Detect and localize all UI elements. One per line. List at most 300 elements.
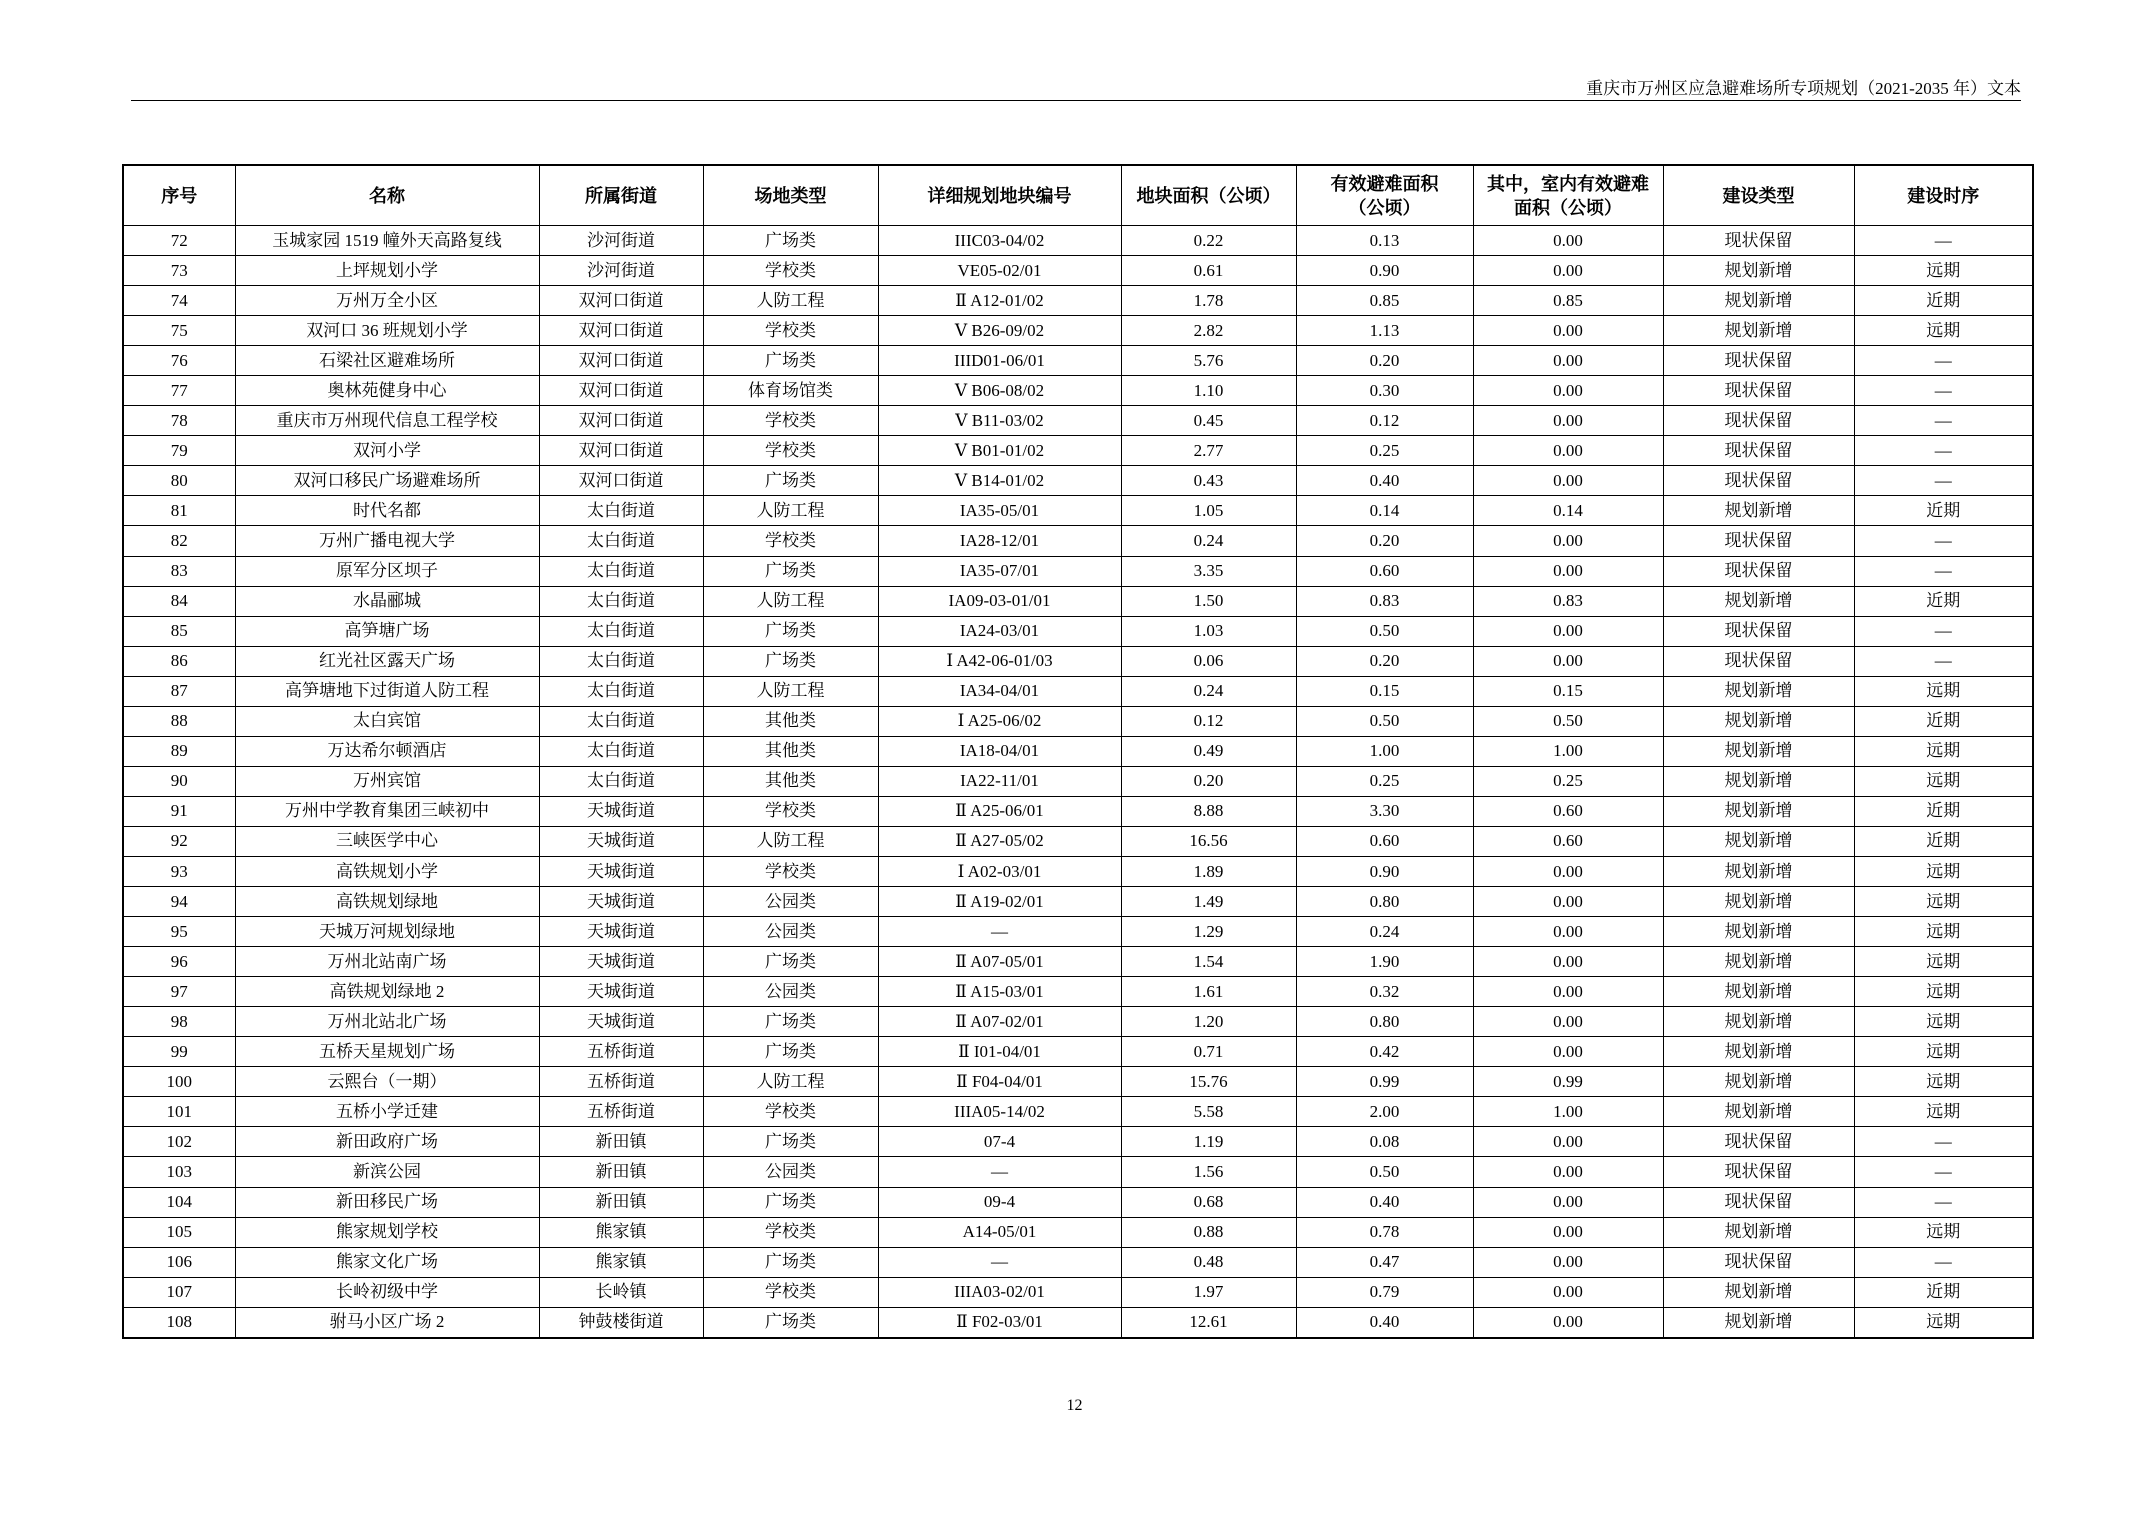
- cell-plot-code: IIIA05-14/02: [878, 1097, 1121, 1127]
- cell-name: 上坪规划小学: [235, 256, 539, 286]
- cell-construction-type: 现状保留: [1663, 616, 1854, 646]
- cell-effective-area: 1.13: [1296, 316, 1473, 346]
- cell-site-type: 学校类: [703, 436, 878, 466]
- cell-index: 76: [123, 346, 235, 376]
- cell-plot-area: 16.56: [1121, 826, 1296, 856]
- cell-site-type: 公园类: [703, 917, 878, 947]
- cell-name: 重庆市万州现代信息工程学校: [235, 406, 539, 436]
- cell-index: 88: [123, 706, 235, 736]
- table-row: [123, 796, 2033, 826]
- cell-indoor-area: 0.00: [1473, 1187, 1663, 1217]
- table-row: [123, 826, 2033, 856]
- cell-indoor-area: 0.00: [1473, 1307, 1663, 1338]
- cell-index: 103: [123, 1157, 235, 1187]
- cell-name: 奥林苑健身中心: [235, 376, 539, 406]
- cell-construction-phase: 远期: [1854, 736, 2033, 766]
- cell-plot-code: Ⅱ A15-03/01: [878, 977, 1121, 1007]
- cell-indoor-area: 0.85: [1473, 286, 1663, 316]
- table-row: [123, 436, 2033, 466]
- cell-indoor-area: 0.00: [1473, 1127, 1663, 1157]
- cell-name: 熊家规划学校: [235, 1217, 539, 1247]
- cell-plot-area: 1.49: [1121, 887, 1296, 917]
- page-header-title: 重庆市万州区应急避难场所专项规划（2021-2035 年）文本: [1586, 79, 2021, 98]
- cell-name: 万州中学教育集团三峡初中: [235, 796, 539, 826]
- cell-effective-area: 0.25: [1296, 436, 1473, 466]
- cell-index: 83: [123, 556, 235, 586]
- cell-plot-area: 1.54: [1121, 947, 1296, 977]
- cell-name: 万达希尔顿酒店: [235, 736, 539, 766]
- cell-effective-area: 0.30: [1296, 376, 1473, 406]
- cell-street: 五桥街道: [539, 1067, 703, 1097]
- cell-indoor-area: 0.00: [1473, 316, 1663, 346]
- cell-construction-type: 现状保留: [1663, 436, 1854, 466]
- cell-name: 新田移民广场: [235, 1187, 539, 1217]
- cell-plot-area: 0.22: [1121, 226, 1296, 256]
- cell-plot-code: —: [878, 917, 1121, 947]
- cell-site-type: 广场类: [703, 1187, 878, 1217]
- cell-indoor-area: 0.00: [1473, 436, 1663, 466]
- cell-site-type: 人防工程: [703, 496, 878, 526]
- cell-construction-type: 规划新增: [1663, 1217, 1854, 1247]
- cell-construction-type: 规划新增: [1663, 1007, 1854, 1037]
- table-row: [123, 256, 2033, 286]
- cell-name: 万州北站南广场: [235, 947, 539, 977]
- cell-street: 太白街道: [539, 706, 703, 736]
- cell-construction-type: 规划新增: [1663, 736, 1854, 766]
- table-row: [123, 1037, 2033, 1067]
- cell-plot-code: IA28-12/01: [878, 526, 1121, 556]
- col-header-indoor-area: 其中，室内有效避难面积（公顷）: [1473, 165, 1663, 226]
- cell-plot-area: 0.24: [1121, 676, 1296, 706]
- cell-street: 太白街道: [539, 496, 703, 526]
- cell-plot-code: Ⅱ A19-02/01: [878, 887, 1121, 917]
- table-row: [123, 676, 2033, 706]
- cell-plot-area: 0.68: [1121, 1187, 1296, 1217]
- cell-construction-phase: —: [1854, 346, 2033, 376]
- cell-construction-type: 规划新增: [1663, 1037, 1854, 1067]
- cell-effective-area: 0.40: [1296, 466, 1473, 496]
- cell-effective-area: 0.20: [1296, 646, 1473, 676]
- cell-index: 79: [123, 436, 235, 466]
- table-header-row: [123, 165, 2033, 226]
- cell-name: 高铁规划绿地: [235, 887, 539, 917]
- cell-plot-area: 1.20: [1121, 1007, 1296, 1037]
- cell-street: 太白街道: [539, 766, 703, 796]
- cell-plot-area: 0.24: [1121, 526, 1296, 556]
- cell-indoor-area: 0.83: [1473, 586, 1663, 616]
- cell-index: 95: [123, 917, 235, 947]
- cell-indoor-area: 0.00: [1473, 346, 1663, 376]
- cell-indoor-area: 0.00: [1473, 646, 1663, 676]
- cell-plot-code: Ⅱ F04-04/01: [878, 1067, 1121, 1097]
- cell-indoor-area: 0.50: [1473, 706, 1663, 736]
- cell-plot-area: 1.78: [1121, 286, 1296, 316]
- table-row: [123, 346, 2033, 376]
- cell-site-type: 广场类: [703, 466, 878, 496]
- cell-construction-type: 规划新增: [1663, 286, 1854, 316]
- table-row: [123, 286, 2033, 316]
- cell-name: 高笋塘广场: [235, 616, 539, 646]
- cell-construction-phase: —: [1854, 406, 2033, 436]
- cell-plot-area: 2.77: [1121, 436, 1296, 466]
- cell-effective-area: 0.32: [1296, 977, 1473, 1007]
- cell-index: 75: [123, 316, 235, 346]
- cell-effective-area: 0.50: [1296, 1157, 1473, 1187]
- cell-construction-type: 现状保留: [1663, 226, 1854, 256]
- cell-site-type: 学校类: [703, 1217, 878, 1247]
- table-row: [123, 316, 2033, 346]
- cell-indoor-area: 0.00: [1473, 1157, 1663, 1187]
- cell-street: 双河口街道: [539, 436, 703, 466]
- cell-plot-code: Ⅱ A12-01/02: [878, 286, 1121, 316]
- cell-construction-phase: 远期: [1854, 887, 2033, 917]
- cell-plot-area: 8.88: [1121, 796, 1296, 826]
- cell-name: 双河小学: [235, 436, 539, 466]
- table-row: [123, 766, 2033, 796]
- cell-construction-type: 规划新增: [1663, 917, 1854, 947]
- cell-indoor-area: 0.00: [1473, 1007, 1663, 1037]
- cell-indoor-area: 0.60: [1473, 826, 1663, 856]
- cell-name: 万州万全小区: [235, 286, 539, 316]
- cell-name: 万州广播电视大学: [235, 526, 539, 556]
- cell-construction-phase: 近期: [1854, 796, 2033, 826]
- cell-site-type: 公园类: [703, 1157, 878, 1187]
- cell-construction-phase: 远期: [1854, 1067, 2033, 1097]
- cell-plot-code: Ⅱ F02-03/01: [878, 1307, 1121, 1338]
- table-row: [123, 496, 2033, 526]
- cell-plot-code: IA35-05/01: [878, 496, 1121, 526]
- table-row: [123, 526, 2033, 556]
- cell-plot-area: 0.88: [1121, 1217, 1296, 1247]
- cell-construction-phase: 近期: [1854, 826, 2033, 856]
- cell-indoor-area: 0.00: [1473, 406, 1663, 436]
- cell-construction-phase: 远期: [1854, 947, 2033, 977]
- cell-effective-area: 0.14: [1296, 496, 1473, 526]
- cell-street: 五桥街道: [539, 1097, 703, 1127]
- cell-site-type: 公园类: [703, 887, 878, 917]
- cell-construction-phase: —: [1854, 1127, 2033, 1157]
- col-header-index: 序号: [123, 165, 235, 226]
- cell-street: 天城街道: [539, 947, 703, 977]
- cell-construction-phase: —: [1854, 436, 2033, 466]
- cell-name: 双河口 36 班规划小学: [235, 316, 539, 346]
- cell-construction-phase: 近期: [1854, 286, 2033, 316]
- cell-index: 108: [123, 1307, 235, 1338]
- cell-name: 五桥小学迁建: [235, 1097, 539, 1127]
- cell-site-type: 广场类: [703, 1307, 878, 1338]
- cell-site-type: 人防工程: [703, 676, 878, 706]
- cell-construction-phase: 远期: [1854, 856, 2033, 886]
- table-row: [123, 856, 2033, 886]
- cell-construction-type: 现状保留: [1663, 406, 1854, 436]
- cell-index: 86: [123, 646, 235, 676]
- col-header-plot-code: 详细规划地块编号: [878, 165, 1121, 226]
- table-row: [123, 1187, 2033, 1217]
- cell-indoor-area: 0.14: [1473, 496, 1663, 526]
- cell-construction-phase: —: [1854, 646, 2033, 676]
- cell-construction-type: 规划新增: [1663, 1097, 1854, 1127]
- cell-site-type: 学校类: [703, 316, 878, 346]
- cell-indoor-area: 0.15: [1473, 676, 1663, 706]
- cell-construction-phase: 远期: [1854, 1007, 2033, 1037]
- cell-plot-area: 2.82: [1121, 316, 1296, 346]
- cell-index: 89: [123, 736, 235, 766]
- table-row: [123, 466, 2033, 496]
- cell-name: 熊家文化广场: [235, 1247, 539, 1277]
- col-header-site-type: 场地类型: [703, 165, 878, 226]
- cell-plot-area: 15.76: [1121, 1067, 1296, 1097]
- cell-construction-type: 规划新增: [1663, 256, 1854, 286]
- cell-effective-area: 1.90: [1296, 947, 1473, 977]
- cell-index: 84: [123, 586, 235, 616]
- cell-plot-code: —: [878, 1157, 1121, 1187]
- cell-construction-phase: 远期: [1854, 316, 2033, 346]
- cell-name: 万州宾馆: [235, 766, 539, 796]
- cell-effective-area: 0.20: [1296, 526, 1473, 556]
- cell-indoor-area: 0.99: [1473, 1067, 1663, 1097]
- cell-construction-type: 规划新增: [1663, 676, 1854, 706]
- cell-effective-area: 0.25: [1296, 766, 1473, 796]
- cell-site-type: 学校类: [703, 856, 878, 886]
- cell-index: 93: [123, 856, 235, 886]
- cell-site-type: 广场类: [703, 947, 878, 977]
- cell-construction-phase: —: [1854, 556, 2033, 586]
- cell-construction-phase: —: [1854, 1247, 2033, 1277]
- cell-effective-area: 0.13: [1296, 226, 1473, 256]
- cell-plot-code: Ⅴ B01-01/02: [878, 436, 1121, 466]
- cell-site-type: 广场类: [703, 1007, 878, 1037]
- cell-plot-code: A14-05/01: [878, 1217, 1121, 1247]
- table-row: [123, 977, 2033, 1007]
- cell-name: 万州北站北广场: [235, 1007, 539, 1037]
- cell-effective-area: 0.79: [1296, 1277, 1473, 1307]
- cell-effective-area: 0.50: [1296, 706, 1473, 736]
- cell-street: 天城街道: [539, 826, 703, 856]
- cell-construction-phase: 近期: [1854, 706, 2033, 736]
- cell-plot-code: IA22-11/01: [878, 766, 1121, 796]
- cell-name: 新滨公园: [235, 1157, 539, 1187]
- col-header-name: 名称: [235, 165, 539, 226]
- cell-effective-area: 0.12: [1296, 406, 1473, 436]
- cell-effective-area: 2.00: [1296, 1097, 1473, 1127]
- header-divider: [131, 100, 2021, 101]
- cell-index: 98: [123, 1007, 235, 1037]
- cell-indoor-area: 0.00: [1473, 1277, 1663, 1307]
- cell-street: 天城街道: [539, 977, 703, 1007]
- table-row: [123, 616, 2033, 646]
- col-header-construction-type: 建设类型: [1663, 165, 1854, 226]
- cell-site-type: 其他类: [703, 766, 878, 796]
- cell-effective-area: 0.80: [1296, 1007, 1473, 1037]
- cell-indoor-area: 0.00: [1473, 616, 1663, 646]
- cell-construction-phase: —: [1854, 1157, 2033, 1187]
- cell-effective-area: 0.90: [1296, 856, 1473, 886]
- cell-effective-area: 0.85: [1296, 286, 1473, 316]
- cell-construction-type: 规划新增: [1663, 316, 1854, 346]
- cell-indoor-area: 0.00: [1473, 256, 1663, 286]
- cell-street: 天城街道: [539, 887, 703, 917]
- cell-construction-type: 规划新增: [1663, 826, 1854, 856]
- cell-street: 太白街道: [539, 586, 703, 616]
- cell-construction-phase: 近期: [1854, 586, 2033, 616]
- cell-street: 熊家镇: [539, 1247, 703, 1277]
- cell-construction-type: 规划新增: [1663, 1307, 1854, 1338]
- cell-construction-phase: —: [1854, 376, 2033, 406]
- cell-name: 双河口移民广场避难场所: [235, 466, 539, 496]
- cell-site-type: 广场类: [703, 646, 878, 676]
- cell-plot-code: Ⅱ I01-04/01: [878, 1037, 1121, 1067]
- cell-index: 94: [123, 887, 235, 917]
- cell-name: 时代名都: [235, 496, 539, 526]
- col-header-effective-area: 有效避难面积（公顷）: [1296, 165, 1473, 226]
- cell-name: 长岭初级中学: [235, 1277, 539, 1307]
- cell-plot-area: 1.56: [1121, 1157, 1296, 1187]
- cell-site-type: 其他类: [703, 706, 878, 736]
- cell-plot-area: 12.61: [1121, 1307, 1296, 1338]
- cell-street: 新田镇: [539, 1187, 703, 1217]
- cell-indoor-area: 0.00: [1473, 556, 1663, 586]
- cell-construction-type: 现状保留: [1663, 1247, 1854, 1277]
- cell-effective-area: 3.30: [1296, 796, 1473, 826]
- cell-construction-type: 现状保留: [1663, 1157, 1854, 1187]
- cell-effective-area: 0.40: [1296, 1187, 1473, 1217]
- cell-indoor-area: 0.00: [1473, 466, 1663, 496]
- cell-street: 天城街道: [539, 856, 703, 886]
- cell-street: 双河口街道: [539, 406, 703, 436]
- cell-plot-area: 0.71: [1121, 1037, 1296, 1067]
- table-row: [123, 556, 2033, 586]
- cell-plot-area: 0.12: [1121, 706, 1296, 736]
- cell-plot-area: 1.61: [1121, 977, 1296, 1007]
- table-row: [123, 1277, 2033, 1307]
- cell-effective-area: 1.00: [1296, 736, 1473, 766]
- cell-indoor-area: 1.00: [1473, 736, 1663, 766]
- cell-plot-code: Ⅱ A07-05/01: [878, 947, 1121, 977]
- cell-plot-area: 1.29: [1121, 917, 1296, 947]
- table-row: [123, 1217, 2033, 1247]
- cell-construction-type: 规划新增: [1663, 887, 1854, 917]
- cell-index: 80: [123, 466, 235, 496]
- cell-name: 石梁社区避难场所: [235, 346, 539, 376]
- cell-effective-area: 0.78: [1296, 1217, 1473, 1247]
- cell-street: 沙河街道: [539, 256, 703, 286]
- cell-plot-code: Ⅰ A02-03/01: [878, 856, 1121, 886]
- cell-plot-code: Ⅰ A42-06-01/03: [878, 646, 1121, 676]
- cell-index: 104: [123, 1187, 235, 1217]
- cell-site-type: 学校类: [703, 1277, 878, 1307]
- cell-indoor-area: 0.00: [1473, 977, 1663, 1007]
- cell-effective-area: 0.42: [1296, 1037, 1473, 1067]
- cell-construction-phase: —: [1854, 616, 2033, 646]
- cell-name: 三峡医学中心: [235, 826, 539, 856]
- cell-name: 原军分区坝子: [235, 556, 539, 586]
- cell-street: 太白街道: [539, 736, 703, 766]
- cell-index: 96: [123, 947, 235, 977]
- cell-index: 97: [123, 977, 235, 1007]
- cell-effective-area: 0.83: [1296, 586, 1473, 616]
- cell-plot-code: VE05-02/01: [878, 256, 1121, 286]
- cell-construction-type: 现状保留: [1663, 466, 1854, 496]
- cell-effective-area: 0.50: [1296, 616, 1473, 646]
- cell-plot-area: 0.43: [1121, 466, 1296, 496]
- cell-construction-phase: 远期: [1854, 1037, 2033, 1067]
- cell-site-type: 学校类: [703, 1097, 878, 1127]
- cell-plot-area: 0.48: [1121, 1247, 1296, 1277]
- table-row: [123, 736, 2033, 766]
- cell-effective-area: 0.80: [1296, 887, 1473, 917]
- table-row: [123, 706, 2033, 736]
- cell-name: 高铁规划绿地 2: [235, 977, 539, 1007]
- cell-construction-type: 规划新增: [1663, 1277, 1854, 1307]
- cell-name: 天城万河规划绿地: [235, 917, 539, 947]
- cell-street: 五桥街道: [539, 1037, 703, 1067]
- cell-street: 天城街道: [539, 1007, 703, 1037]
- table-row: [123, 1067, 2033, 1097]
- cell-indoor-area: 0.00: [1473, 887, 1663, 917]
- cell-effective-area: 0.15: [1296, 676, 1473, 706]
- table-row: [123, 226, 2033, 256]
- cell-street: 天城街道: [539, 796, 703, 826]
- cell-indoor-area: 0.00: [1473, 226, 1663, 256]
- cell-indoor-area: 0.00: [1473, 526, 1663, 556]
- table-row: [123, 917, 2033, 947]
- cell-site-type: 学校类: [703, 526, 878, 556]
- cell-name: 高铁规划小学: [235, 856, 539, 886]
- cell-street: 长岭镇: [539, 1277, 703, 1307]
- cell-index: 106: [123, 1247, 235, 1277]
- cell-construction-phase: —: [1854, 226, 2033, 256]
- cell-name: 驸马小区广场 2: [235, 1307, 539, 1338]
- cell-indoor-area: 0.00: [1473, 1037, 1663, 1067]
- cell-site-type: 广场类: [703, 616, 878, 646]
- cell-street: 太白街道: [539, 556, 703, 586]
- cell-plot-code: Ⅱ A27-05/02: [878, 826, 1121, 856]
- cell-construction-type: 规划新增: [1663, 496, 1854, 526]
- cell-site-type: 其他类: [703, 736, 878, 766]
- cell-index: 77: [123, 376, 235, 406]
- cell-plot-code: IA18-04/01: [878, 736, 1121, 766]
- cell-site-type: 学校类: [703, 256, 878, 286]
- table-row: [123, 887, 2033, 917]
- cell-construction-type: 现状保留: [1663, 376, 1854, 406]
- cell-name: 水晶郦城: [235, 586, 539, 616]
- cell-site-type: 广场类: [703, 346, 878, 376]
- cell-construction-phase: 近期: [1854, 496, 2033, 526]
- cell-street: 双河口街道: [539, 286, 703, 316]
- cell-effective-area: 0.08: [1296, 1127, 1473, 1157]
- cell-construction-type: 规划新增: [1663, 586, 1854, 616]
- cell-indoor-area: 0.25: [1473, 766, 1663, 796]
- cell-construction-phase: 远期: [1854, 1217, 2033, 1247]
- cell-construction-type: 现状保留: [1663, 1187, 1854, 1217]
- cell-plot-code: —: [878, 1247, 1121, 1277]
- cell-construction-phase: 远期: [1854, 1307, 2033, 1338]
- cell-plot-area: 1.50: [1121, 586, 1296, 616]
- cell-plot-code: IA34-04/01: [878, 676, 1121, 706]
- col-header-street: 所属街道: [539, 165, 703, 226]
- cell-street: 双河口街道: [539, 316, 703, 346]
- cell-effective-area: 0.40: [1296, 1307, 1473, 1338]
- cell-plot-area: 3.35: [1121, 556, 1296, 586]
- cell-plot-area: 1.10: [1121, 376, 1296, 406]
- cell-street: 太白街道: [539, 676, 703, 706]
- cell-site-type: 广场类: [703, 1127, 878, 1157]
- shelter-table: [122, 164, 2034, 1339]
- cell-construction-type: 现状保留: [1663, 346, 1854, 376]
- cell-effective-area: 0.47: [1296, 1247, 1473, 1277]
- cell-name: 五桥天星规划广场: [235, 1037, 539, 1067]
- cell-construction-type: 现状保留: [1663, 526, 1854, 556]
